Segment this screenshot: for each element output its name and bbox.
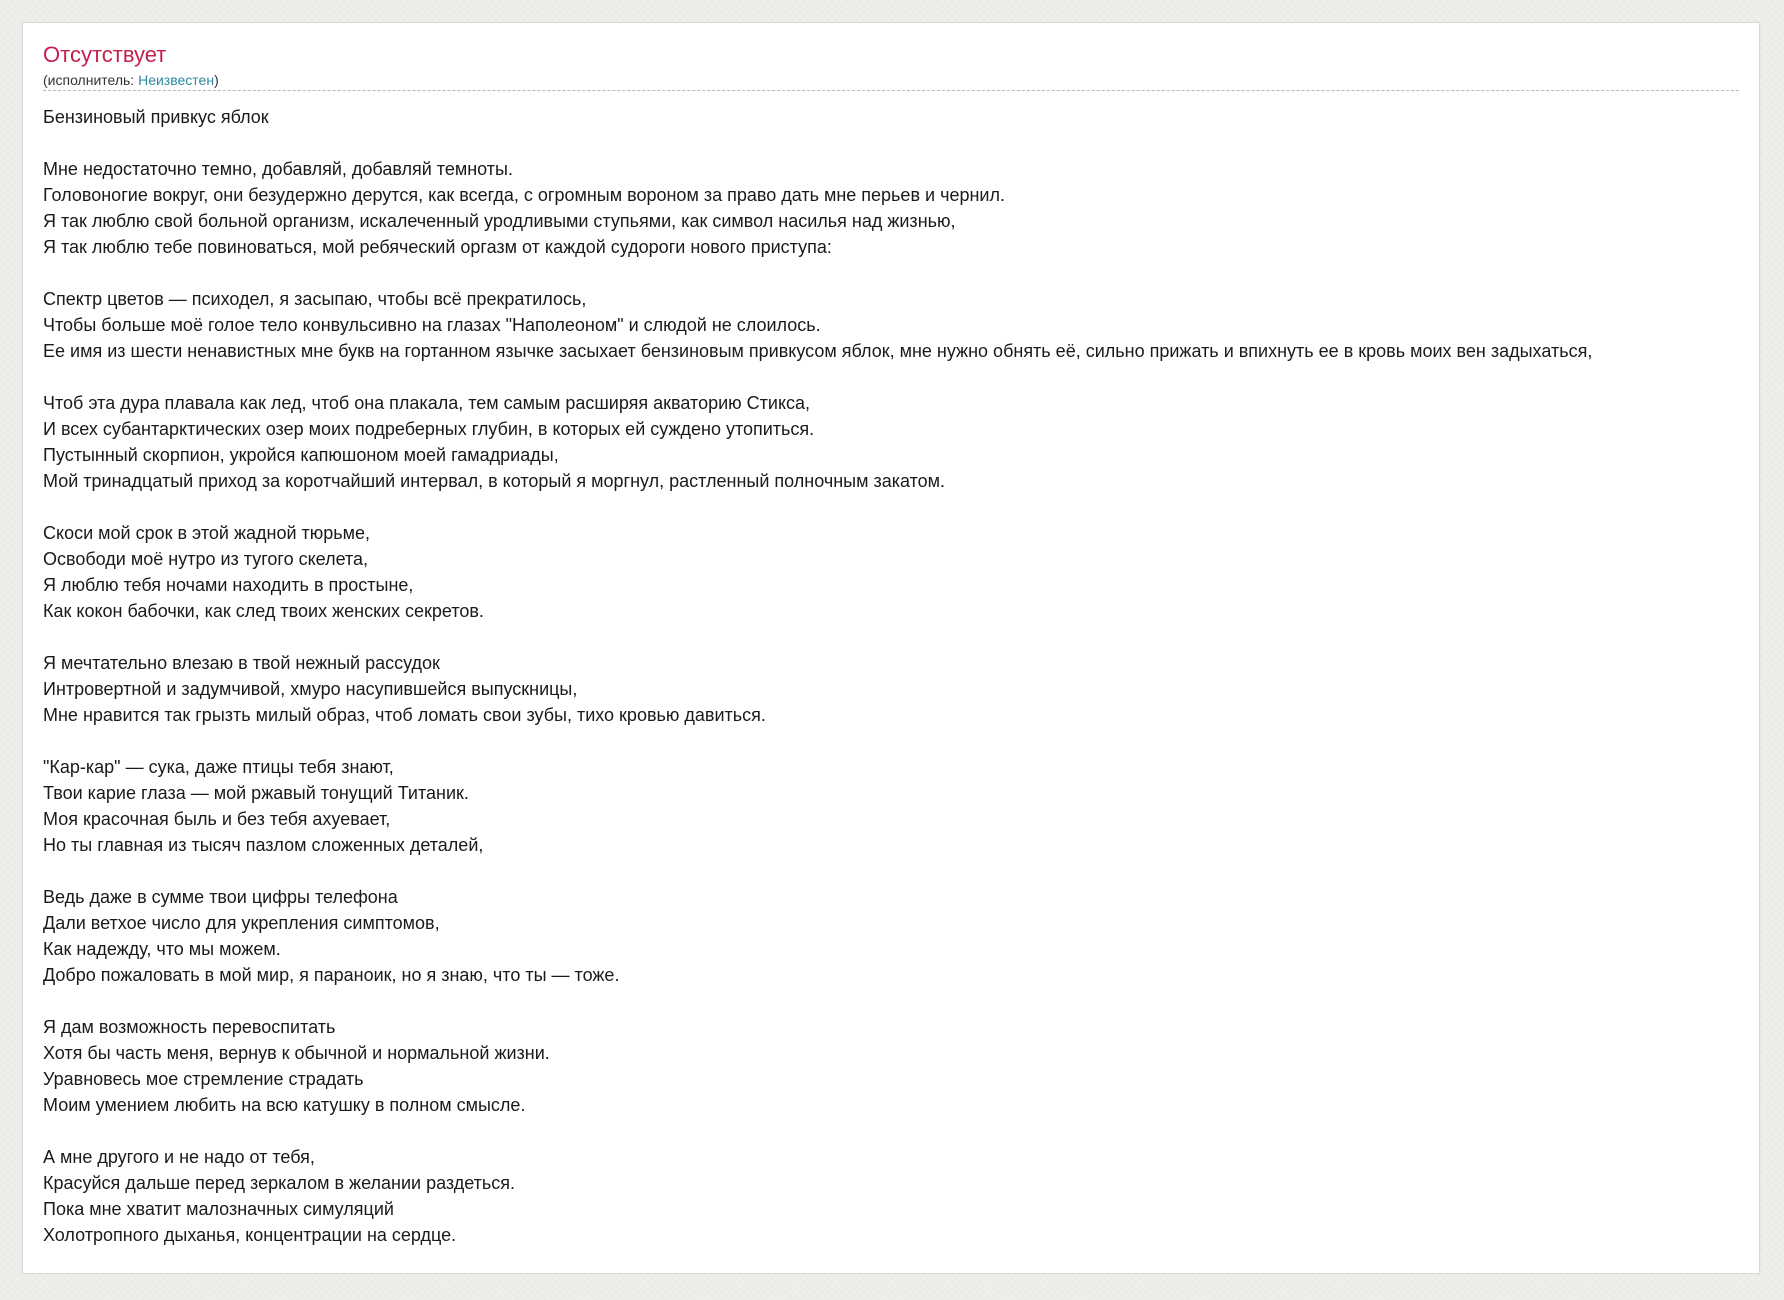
stanza-gap <box>43 1118 1759 1144</box>
lyric-line: Я мечтательно влезаю в твой нежный рассудок <box>43 653 440 673</box>
lyric-line: Бензиновый привкус яблок <box>43 107 269 127</box>
lyric-line: Я так люблю тебе повиноваться, мой ребяческий оргазм от каждой судороги нового приступа: <box>43 237 832 257</box>
lyric-line: И всех субантарктических озер моих подреберных глубин, в которых ей суждено утопиться. <box>43 419 815 439</box>
lyric-line: Но ты главная из тысяч пазлом сложенных деталей, <box>43 835 484 855</box>
lyric-line: Пока мне хватит малозначных симуляций <box>43 1199 394 1219</box>
stanza-gap <box>43 364 1759 390</box>
lyric-line: А мне другого и не надо от тебя, <box>43 1147 315 1167</box>
lyrics-content <box>43 41 1759 1248</box>
song-title: Отсутствует <box>43 42 167 67</box>
lyric-line: Хотя бы часть меня, вернув к обычной и нормальной жизни. <box>43 1043 550 1063</box>
lyric-line: Моим умением любить на всю катушку в полном смысле. <box>43 1095 526 1115</box>
performer-link[interactable]: Неизвестен <box>138 72 215 88</box>
lyric-line: Добро пожаловать в мой мир, я параноик, но я знаю, что ты — тоже. <box>43 965 620 985</box>
lyric-line: Ведь даже в сумме твои цифры телефона <box>43 887 398 907</box>
stanza-gap <box>43 624 1759 650</box>
lyric-line: Уравновесь мое стремление страдать <box>43 1069 364 1089</box>
lyric-line: Холотропного дыханья, концентрации на сердце. <box>43 1225 457 1245</box>
lyric-line: Пустынный скорпион, укройся капюшоном моей гамадриады, <box>43 445 559 465</box>
performer-prefix: (исполнитель: <box>43 72 139 88</box>
lyric-line: Как кокон бабочки, как след твоих женских секретов. <box>43 601 484 621</box>
lyric-line: Скоси мой срок в этой жадной тюрьме, <box>43 523 371 543</box>
lyric-line: Ее имя из шести ненавистных мне букв на гортанном язычке засыхает бензиновым привкусом яблок, мне нужно обнять её, сильно прижать и впихнуть ее в кровь моих вен задыхаться, <box>43 341 1593 361</box>
lyric-line: Головоногие вокруг, они безудержно дерутся, как всегда, с огромным вороном за право дать мне перьев и чернил. <box>43 185 1005 205</box>
lyric-line: Красуйся дальше перед зеркалом в желании раздеться. <box>43 1173 516 1193</box>
lyric-line: Мне недостаточно темно, добавляй, добавляй темноты. <box>43 159 513 179</box>
lyrics-text <box>43 104 1759 1248</box>
lyric-line: Мне нравится так грызть милый образ, чтоб ломать свои зубы, тихо кровью давиться. <box>43 705 766 725</box>
performer-suffix: ) <box>214 72 219 88</box>
stanza-gap <box>43 494 1759 520</box>
lyric-line: Я люблю тебя ночами находить в простыне, <box>43 575 414 595</box>
lyric-line: Как надежду, что мы можем. <box>43 939 281 959</box>
stanza-gap <box>43 260 1759 286</box>
lyric-line: Твои карие глаза — мой ржавый тонущий Титаник. <box>43 783 469 803</box>
lyric-line: Я дам возможность перевоспитать <box>43 1017 336 1037</box>
lyric-line: Моя красочная быль и без тебя ахуевает, <box>43 809 391 829</box>
lyric-line: Я так люблю свой больной организм, искалеченный уродливыми ступьями, как символ насилья над жизнью, <box>43 211 956 231</box>
lyric-line: Интровертной и задумчивой, хмуро насупившейся выпускницы, <box>43 679 578 699</box>
lyric-line: Спектр цветов — психодел, я засыпаю, чтобы всё прекратилось, <box>43 289 587 309</box>
lyric-line: Мой тринадцатый приход за коротчайший интервал, в который я моргнул, растленный полночным закатом. <box>43 471 946 491</box>
lyric-line: Чтобы больше моё голое тело конвульсивно на глазах "Наполеоном" и слюдой не слоилось. <box>43 315 821 335</box>
stanza-gap <box>43 728 1759 754</box>
performer-line <box>43 71 1739 91</box>
stanza-gap <box>43 858 1759 884</box>
stanza-gap <box>43 130 1759 156</box>
lyric-line: Чтоб эта дура плавала как лед, чтоб она плакала, тем самым расширяя акваторию Стикса, <box>43 393 811 413</box>
stanza-gap <box>43 988 1759 1014</box>
lyrics-card <box>22 22 1760 1274</box>
lyric-line: Освободи моё нутро из тугого скелета, <box>43 549 369 569</box>
lyric-line: "Кар-кар" — сука, даже птицы тебя знают, <box>43 757 394 777</box>
lyric-line: Дали ветхое число для укрепления симптомов, <box>43 913 440 933</box>
